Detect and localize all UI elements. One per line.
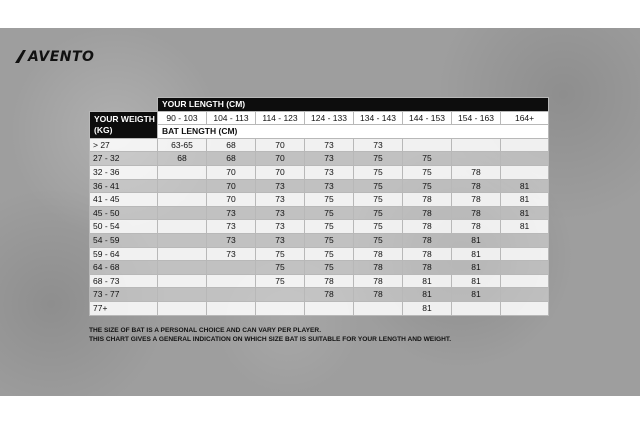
table-row	[90, 206, 549, 220]
bat-length-cell	[207, 288, 256, 302]
bat-length-cell: 70	[207, 165, 256, 179]
bat-length-cell: 73	[305, 165, 354, 179]
bat-length-cell: 78	[452, 193, 501, 207]
bat-length-cell: 78	[452, 206, 501, 220]
bat-length-cell: 63-65	[158, 138, 207, 152]
bat-length-cell: 73	[256, 233, 305, 247]
bat-length-cell	[403, 138, 452, 152]
bat-length-cell	[207, 261, 256, 275]
logo-text: AVENTO	[28, 49, 95, 65]
table-row	[90, 193, 549, 207]
bat-length-cell: 78	[354, 274, 403, 288]
bat-length-cell	[501, 274, 549, 288]
bat-length-cell	[158, 261, 207, 275]
bat-length-cell: 81	[501, 179, 549, 193]
bat-length-cell: 70	[256, 138, 305, 152]
bat-length-cell: 75	[354, 220, 403, 234]
bat-length-header: BAT LENGTH (CM)	[158, 125, 549, 139]
bat-length-cell: 78	[354, 261, 403, 275]
bat-length-cell	[256, 301, 305, 315]
bat-size-chart	[89, 97, 549, 316]
bat-length-cell: 75	[354, 193, 403, 207]
bat-length-cell: 81	[452, 274, 501, 288]
bat-length-cell	[501, 165, 549, 179]
bat-length-cell: 81	[452, 261, 501, 275]
table-row	[90, 233, 549, 247]
bat-length-cell	[501, 152, 549, 166]
weight-header: YOUR WEIGTH (KG)	[90, 111, 158, 138]
bat-length-cell: 75	[403, 152, 452, 166]
bat-length-cell: 78	[403, 233, 452, 247]
bat-length-cell: 81	[501, 220, 549, 234]
bat-length-cell	[501, 247, 549, 261]
table-row	[90, 220, 549, 234]
bat-length-cell: 75	[305, 233, 354, 247]
bat-length-cell: 78	[452, 220, 501, 234]
bat-length-cell	[158, 193, 207, 207]
bat-length-cell	[158, 206, 207, 220]
bat-length-cell	[501, 288, 549, 302]
length-column-header: 154 - 163	[452, 111, 501, 125]
table-row	[90, 247, 549, 261]
length-column-header: 90 - 103	[158, 111, 207, 125]
bat-length-cell: 70	[256, 165, 305, 179]
bat-length-cell: 73	[256, 220, 305, 234]
weight-range-cell: 45 - 50	[90, 206, 158, 220]
bat-length-cell: 75	[354, 152, 403, 166]
bat-length-cell: 73	[305, 179, 354, 193]
length-column-header: 144 - 153	[403, 111, 452, 125]
weight-range-cell: 68 - 73	[90, 274, 158, 288]
weight-range-cell: 77+	[90, 301, 158, 315]
bat-length-cell	[501, 261, 549, 275]
bat-length-cell	[158, 288, 207, 302]
bat-length-cell	[158, 301, 207, 315]
bat-length-cell: 68	[158, 152, 207, 166]
bat-length-cell: 75	[256, 261, 305, 275]
bat-length-cell: 78	[354, 247, 403, 261]
bat-length-cell: 73	[256, 179, 305, 193]
bat-length-cell: 81	[501, 193, 549, 207]
weight-range-cell: 54 - 59	[90, 233, 158, 247]
bat-length-cell: 75	[305, 261, 354, 275]
bat-length-cell: 78	[305, 274, 354, 288]
bat-length-cell	[452, 301, 501, 315]
bat-length-cell	[452, 152, 501, 166]
bat-length-cell	[501, 138, 549, 152]
bat-length-cell: 75	[305, 220, 354, 234]
bat-length-cell	[158, 274, 207, 288]
bat-length-cell: 81	[452, 288, 501, 302]
bat-length-cell: 78	[403, 261, 452, 275]
bat-length-cell	[207, 274, 256, 288]
length-header: YOUR LENGTH (CM)	[158, 98, 549, 112]
length-column-header: 164+	[501, 111, 549, 125]
bat-length-cell	[501, 233, 549, 247]
bat-length-cell: 73	[305, 138, 354, 152]
length-column-header: 114 - 123	[256, 111, 305, 125]
table-row	[90, 179, 549, 193]
bat-length-cell: 73	[256, 193, 305, 207]
table-row	[90, 152, 549, 166]
avento-logo	[14, 48, 112, 66]
weight-range-cell: 27 - 32	[90, 152, 158, 166]
table-row	[90, 288, 549, 302]
bat-length-cell	[158, 247, 207, 261]
table-row	[90, 165, 549, 179]
bat-length-cell	[501, 301, 549, 315]
bat-length-cell: 75	[403, 179, 452, 193]
bat-length-cell	[256, 288, 305, 302]
weight-range-cell: 41 - 45	[90, 193, 158, 207]
bat-length-cell: 73	[354, 138, 403, 152]
table-row	[90, 301, 549, 315]
bat-length-cell: 81	[403, 274, 452, 288]
bat-length-cell: 75	[354, 233, 403, 247]
bat-length-cell: 70	[256, 152, 305, 166]
bat-length-cell	[207, 301, 256, 315]
bat-length-cell: 78	[403, 206, 452, 220]
weight-range-cell: 32 - 36	[90, 165, 158, 179]
bat-length-cell: 73	[207, 220, 256, 234]
bat-length-cell	[158, 179, 207, 193]
corner-blank	[90, 98, 158, 112]
bat-length-cell: 73	[207, 206, 256, 220]
bat-length-cell: 81	[403, 288, 452, 302]
footnote-line-2: THIS CHART GIVES A GENERAL INDICATION ON WHICH SIZE BAT IS SUITABLE FOR YOUR LENGTH AND WEIGHT.	[89, 336, 452, 343]
bat-length-cell	[158, 220, 207, 234]
weight-range-cell: 73 - 77	[90, 288, 158, 302]
weight-range-cell: 50 - 54	[90, 220, 158, 234]
bat-length-cell: 81	[452, 247, 501, 261]
bat-length-cell: 78	[403, 247, 452, 261]
length-column-header: 124 - 133	[305, 111, 354, 125]
bat-length-cell: 75	[403, 165, 452, 179]
bat-length-cell: 73	[256, 206, 305, 220]
bat-length-cell: 75	[305, 247, 354, 261]
weight-range-cell: > 27	[90, 138, 158, 152]
bat-length-cell: 75	[256, 274, 305, 288]
table-row	[90, 274, 549, 288]
bat-length-cell: 75	[354, 165, 403, 179]
bat-length-cell: 75	[354, 179, 403, 193]
table-row	[90, 261, 549, 275]
bat-length-cell: 81	[501, 206, 549, 220]
bat-length-cell: 78	[452, 179, 501, 193]
bat-length-cell: 78	[403, 193, 452, 207]
bat-length-cell: 78	[403, 220, 452, 234]
bat-length-cell	[158, 233, 207, 247]
bat-length-cell: 75	[305, 193, 354, 207]
size-rows	[90, 138, 549, 315]
bat-length-cell: 73	[305, 152, 354, 166]
bat-length-cell: 75	[305, 206, 354, 220]
bat-length-cell: 68	[207, 152, 256, 166]
bat-length-cell: 70	[207, 179, 256, 193]
bat-length-cell: 78	[305, 288, 354, 302]
bat-length-cell: 73	[207, 233, 256, 247]
bat-length-cell: 78	[452, 165, 501, 179]
footnote-line-1: THE SIZE OF BAT IS A PERSONAL CHOICE AND CAN VARY PER PLAYER.	[89, 327, 322, 334]
bat-length-cell: 81	[403, 301, 452, 315]
footnote	[89, 326, 451, 344]
weight-range-cell: 64 - 68	[90, 261, 158, 275]
bat-length-cell: 81	[452, 233, 501, 247]
bat-length-cell	[452, 138, 501, 152]
length-column-header: 104 - 113	[207, 111, 256, 125]
bat-length-cell	[158, 165, 207, 179]
bat-length-cell: 75	[256, 247, 305, 261]
bat-length-cell: 78	[354, 288, 403, 302]
bat-length-cell	[305, 301, 354, 315]
bat-length-cell	[354, 301, 403, 315]
bat-length-cell: 75	[354, 206, 403, 220]
bat-length-cell: 73	[207, 247, 256, 261]
length-column-header: 134 - 143	[354, 111, 403, 125]
bat-length-cell: 68	[207, 138, 256, 152]
weight-range-cell: 36 - 41	[90, 179, 158, 193]
bat-length-cell: 70	[207, 193, 256, 207]
weight-range-cell: 59 - 64	[90, 247, 158, 261]
table-row	[90, 138, 549, 152]
